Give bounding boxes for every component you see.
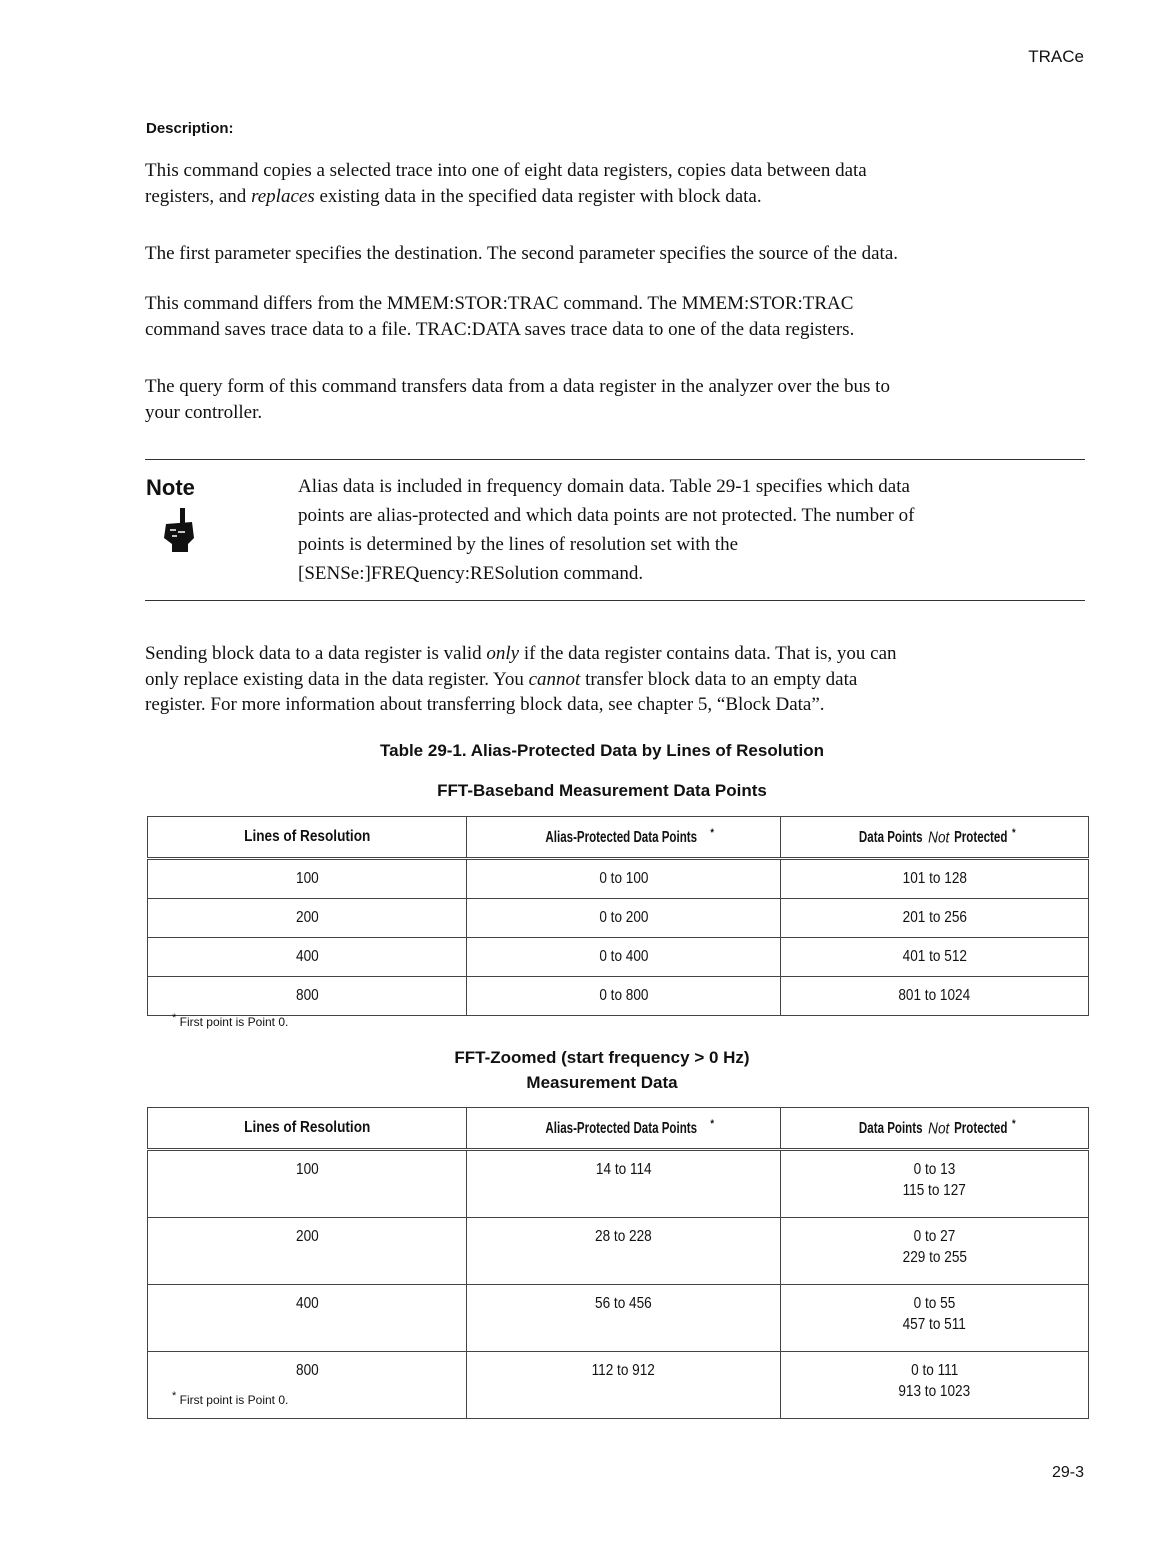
divider bbox=[145, 459, 1085, 460]
header-not-protected: Data PointsNotProtected * bbox=[781, 817, 1089, 859]
page-number: 29-3 bbox=[1051, 1464, 1084, 1481]
text: transfer block data to an empty data bbox=[580, 668, 858, 690]
table1-title: FFT-Baseband Measurement Data Points bbox=[437, 781, 767, 800]
text: The query form of this command transfers data from a data register in the analyzer over the bus to bbox=[145, 376, 890, 397]
text: registers, and bbox=[145, 185, 252, 207]
note-line: points is determined by the lines of resolution set with the bbox=[298, 534, 739, 555]
header-not-protected: Data PointsNotProtected * bbox=[781, 1108, 1089, 1150]
header-lines: Lines of Resolution bbox=[148, 1108, 467, 1150]
running-title: TRACe bbox=[1028, 47, 1084, 66]
zoomed-table bbox=[147, 1107, 1089, 1419]
table-header-row bbox=[148, 1108, 1089, 1150]
text: existing data in the specified data register with block data. bbox=[314, 185, 762, 207]
pointing-hand-icon bbox=[160, 508, 200, 552]
table-row: 200 0 to 200 201 to 256 bbox=[148, 899, 1089, 938]
table-row: 100 14 to 114 0 to 13 115 to 127 bbox=[148, 1150, 1089, 1218]
table2-title-line1: FFT-Zoomed (start frequency > 0 Hz) bbox=[454, 1048, 750, 1067]
text: if the data register contains data. That is, you can bbox=[519, 643, 897, 664]
emphasis: only bbox=[486, 643, 520, 664]
text: This command copies a selected trace into one of eight data registers, copies data between data bbox=[145, 160, 867, 181]
emphasis: cannot bbox=[528, 668, 581, 690]
text: register. For more information about transferring block data, see chapter 5, “Block Data”. bbox=[145, 694, 825, 715]
text: This command differs from the MMEM:STOR:TRAC command. The MMEM:STOR:TRAC bbox=[145, 293, 854, 314]
table-row: 800 112 to 912 0 to 111 913 to 1023 bbox=[148, 1352, 1089, 1419]
note-line: Alias data is included in frequency domain data. Table 29-1 specifies which data bbox=[298, 476, 910, 497]
header-protected: Alias-Protected Data Points * bbox=[467, 1108, 781, 1150]
emphasis: replaces bbox=[251, 185, 315, 207]
note-text bbox=[298, 472, 1088, 588]
table1-footnote: * First point is Point 0. bbox=[172, 1012, 289, 1029]
text: only replace existing data in the data register. You bbox=[145, 668, 529, 690]
divider bbox=[145, 600, 1085, 601]
block-data-paragraph bbox=[145, 641, 1090, 718]
description-heading: Description: bbox=[146, 120, 234, 137]
note-label: Note bbox=[146, 475, 195, 500]
description-paragraph-4 bbox=[145, 374, 1090, 425]
table-row: 100 0 to 100 101 to 128 bbox=[148, 859, 1089, 899]
table-row: 800 0 to 800 801 to 1024 bbox=[148, 977, 1089, 1016]
table2-footnote: * First point is Point 0. bbox=[172, 1390, 289, 1407]
table-row: 400 0 to 400 401 to 512 bbox=[148, 938, 1089, 977]
table-header-row bbox=[148, 817, 1089, 859]
baseband-table bbox=[147, 816, 1089, 1016]
note-line: [SENSe:]FREQuency:RESolution command. bbox=[298, 563, 644, 584]
table-row: 200 28 to 228 0 to 27 229 to 255 bbox=[148, 1218, 1089, 1285]
header-protected: Alias-Protected Data Points * bbox=[467, 817, 781, 859]
text: your controller. bbox=[145, 401, 263, 423]
table-caption: Table 29-1. Alias-Protected Data by Lines of Resolution bbox=[380, 741, 824, 760]
text: Sending block data to a data register is valid bbox=[145, 643, 487, 664]
note-line: points are alias-protected and which data points are not protected. The number of bbox=[298, 505, 915, 526]
text: command saves trace data to a file. TRAC:DATA saves trace data to one of the data registers. bbox=[145, 318, 855, 340]
description-paragraph-1 bbox=[145, 158, 1090, 209]
table-row: 400 56 to 456 0 to 55 457 to 511 bbox=[148, 1285, 1089, 1352]
description-paragraph-2: The first parameter specifies the destination. The second parameter specifies the source of the data. bbox=[145, 243, 899, 264]
description-paragraph-3 bbox=[145, 291, 1090, 342]
header-lines: Lines of Resolution bbox=[148, 817, 467, 859]
table2-title-line2: Measurement Data bbox=[526, 1073, 678, 1092]
